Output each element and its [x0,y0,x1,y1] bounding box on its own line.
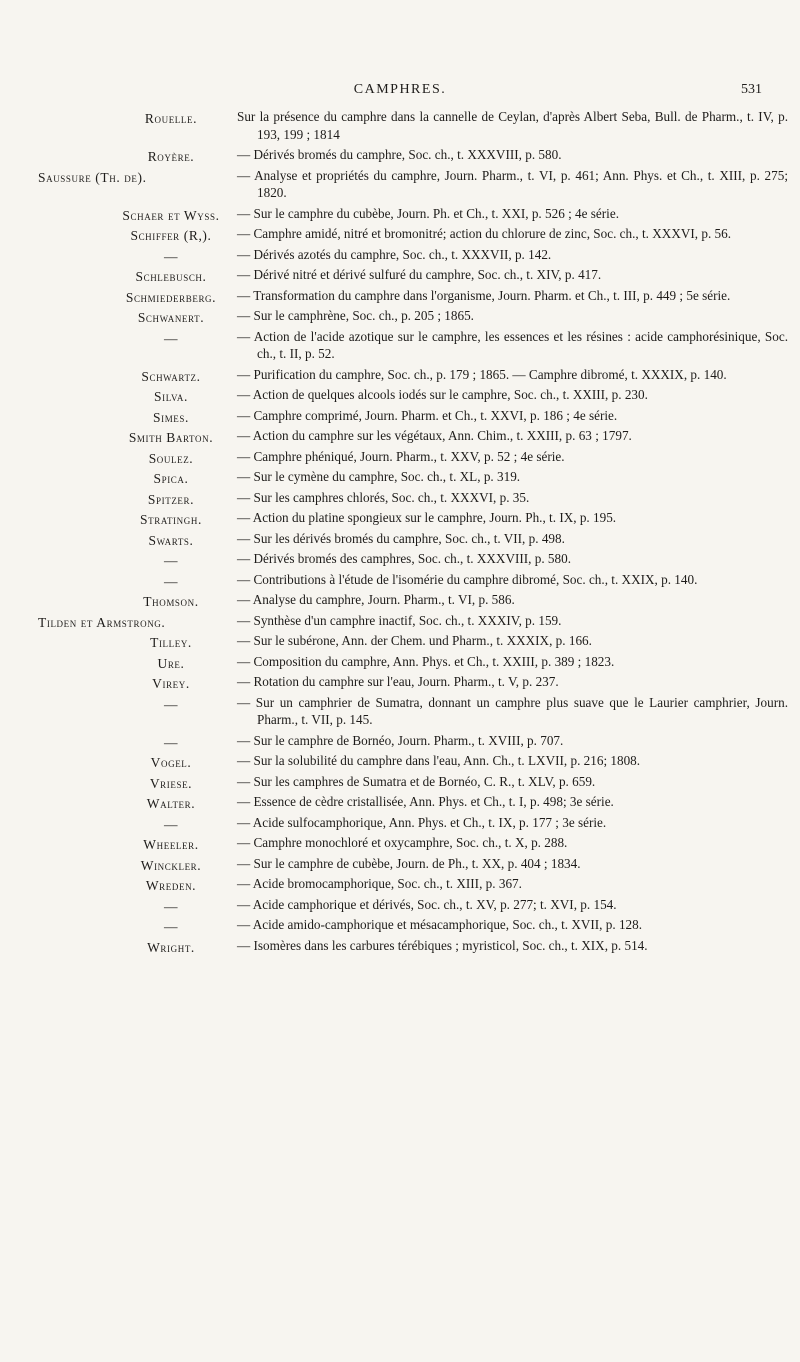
entry-text: — Acide bromocamphorique, Soc. ch., t. XIII, p. 367. [237,876,522,891]
entry-text: — Camphre amidé, nitré et bromonitré; action du chlorure de zinc, Soc. ch., t. XXXVI, p. 56. [237,226,732,241]
entry-author: Silva. [154,389,188,404]
entry-text: — Sur les dérivés bromés du camphre, Soc. ch., t. VII, p. 498. [237,530,565,546]
bibliography-entry [0,875,800,893]
entry-author: Wheeler. [143,837,199,852]
entry-text: — Sur les camphres de Sumatra et de Bornéo, C. R., t. XLV, p. 659. [237,773,596,789]
entry-text: — Sur le subérone, Ann. der Chem. und Pharm., t. XXXIX, p. 166. [237,633,592,648]
bibliography-entry [0,427,800,445]
entry-author: Winckler. [140,857,202,873]
entry-author: Tilden et Armstrong. [38,614,166,630]
bibliography-entry [0,937,800,955]
entry-author: Schmiederberg. [125,289,217,305]
entry-author: — [163,573,179,589]
bibliography-entry [0,694,800,729]
bibliography-list [0,108,800,957]
entry-text: — Contributions à l'étude de l'isomérie du camphre dibromé, Soc. ch., t. XXIX, p. 140. [237,571,698,587]
bibliography-entry [0,246,800,264]
entry-author: Stratingh. [140,512,202,527]
entry-text: — Action du platine spongieux sur le camphre, Journ. Ph., t. IX, p. 195. [237,510,617,525]
bibliography-entry [0,225,800,243]
bibliography-entry [0,489,800,507]
entry-author: Simes. [153,409,189,425]
entry-author: — [163,248,179,264]
entry-author: Soulez. [148,450,194,466]
entry-author: Royère. [147,149,195,164]
entry-text: — Sur le camphre de Bornéo, Journ. Pharm., t. XVIII, p. 707. [237,732,564,748]
entry-author: Vogel. [150,755,192,770]
bibliography-entry [0,916,800,934]
entry-text: — Acide amido-camphorique et mésacamphorique, Soc. ch., t. XVII, p. 128. [237,917,643,932]
entry-author: — [163,919,179,934]
entry-author: Schwartz. [141,368,201,384]
bibliography-entry [0,896,800,914]
entry-author: Rouelle. [144,111,198,126]
entry-author: Schaer et Wyss. [122,207,220,223]
bibliography-entry [0,167,800,202]
entry-text: — Sur le camphrène, Soc. ch., p. 205 ; 1865. [237,308,474,323]
entry-author: Thomson. [143,594,199,609]
bibliography-entry [0,752,800,770]
entry-author: Schlebusch. [135,269,207,284]
entry-text: — Synthèse d'un camphre inactif, Soc. ch., t. XXXIV, p. 159. [237,612,562,628]
bibliography-entry [0,673,800,691]
bibliography-entry [0,205,800,223]
entry-text: — Sur le camphre du cubèbe, Journ. Ph. et Ch., t. XXI, p. 526 ; 4e série. [237,205,619,221]
entry-text: — Action du camphre sur les végétaux, Ann. Chim., t. XXIII, p. 63 ; 1797. [237,428,632,443]
entry-author: Schwanert. [137,310,205,325]
entry-text: — Camphre comprimé, Journ. Pharm. et Ch., t. XXVI, p. 186 ; 4e série. [237,407,618,423]
bibliography-entry [0,834,800,852]
bibliography-entry [0,468,800,486]
entry-author: Wright. [147,939,195,955]
entry-text: — Action de quelques alcools iodés sur le camphre, Soc. ch., t. XXIII, p. 230. [237,387,648,402]
entry-text: — Camphre phéniqué, Journ. Pharm., t. XXV, p. 52 ; 4e série. [237,448,565,464]
entry-author: Swarts. [148,532,194,548]
entry-text: — Sur la solubilité du camphre dans l'eau, Ann. Ch., t. LXVII, p. 216; 1808. [237,753,641,768]
bibliography-entry [0,266,800,284]
entry-author: — [163,696,179,712]
entry-author: — [163,734,179,750]
bibliography-entry [0,793,800,811]
entry-author: — [163,330,179,346]
entry-text: — Action de l'acide azotique sur le camphre, les essences et les résines : acide camphorésinique, Soc. ch., t. II, p. 52. [237,328,788,361]
entry-text: Sur la présence du camphre dans la cannelle de Ceylan, d'après Albert Seba, Bull. de Pharm., t. IV, p. 193, 199 ; 1814 [237,109,788,142]
entry-author: Ure. [157,655,185,671]
entry-text: — Camphre monochloré et oxycamphre, Soc. ch., t. X, p. 288. [237,835,568,850]
entry-author: — [163,898,179,914]
entry-author: — [163,553,179,568]
bibliography-entry [0,307,800,325]
entry-author: Smith Barton. [128,430,214,445]
entry-author: Wreden. [145,878,197,893]
entry-text: — Isomères dans les carbures térébiques ; myristicol, Soc. ch., t. XIX, p. 514. [237,937,648,953]
entry-text: — Sur les camphres chlorés, Soc. ch., t. XXXVI, p. 35. [237,489,530,505]
bibliography-entry [0,814,800,832]
entry-author: Virey. [152,676,190,691]
entry-text: — Acide camphorique et dérivés, Soc. ch., t. XV, p. 277; t. XVI, p. 154. [237,896,617,912]
bibliography-entry [0,146,800,164]
bibliography-entry [0,855,800,873]
bibliography-entry [0,732,800,750]
bibliography-entry [0,386,800,404]
entry-text: — Analyse et propriétés du camphre, Journ. Pharm., t. VI, p. 461; Ann. Phys. et Ch., t. XIII, p. 275; 1820. [237,167,788,200]
bibliography-entry [0,550,800,568]
page-number: 531 [741,82,762,97]
entry-text: — Acide sulfocamphorique, Ann. Phys. et Ch., t. IX, p. 177 ; 3e série. [237,814,607,830]
bibliography-entry [0,653,800,671]
entry-text: — Dérivés bromés des camphres, Soc. ch., t. XXXVIII, p. 580. [237,551,572,566]
entry-text: — Transformation du camphre dans l'organisme, Journ. Pharm. et Ch., t. III, p. 449 ; 5e série. [237,287,731,303]
bibliography-entry [0,328,800,363]
entry-text: — Composition du camphre, Ann. Phys. et Ch., t. XXIII, p. 389 ; 1823. [237,653,615,669]
entry-text: — Essence de cèdre cristallisée, Ann. Phys. et Ch., t. I, p. 498; 3e série. [237,794,614,809]
entry-text: — Analyse du camphre, Journ. Pharm., t. VI, p. 586. [237,592,515,607]
entry-author: Walter. [146,796,196,811]
entry-author: Spitzer. [147,491,195,507]
entry-author: Tilley. [150,635,192,650]
entry-text: — Sur un camphrier de Sumatra, donnant un camphre plus suave que le Laurier camphrier, Journ. Pharm., t. VII, p. 145. [237,694,788,727]
bibliography-entry [0,591,800,609]
bibliography-entry [0,509,800,527]
bibliography-entry [0,773,800,791]
entry-text: — Dérivés bromés du camphre, Soc. ch., t. XXXVIII, p. 580. [237,147,562,162]
entry-author: Spica. [153,471,189,486]
entry-text: — Dérivés azotés du camphre, Soc. ch., t. XXXVII, p. 142. [237,246,552,262]
entry-author: Schiffer (R,). [130,228,212,243]
bibliography-entry [0,407,800,425]
entry-text: — Dérivé nitré et dérivé sulfuré du camphre, Soc. ch., t. XIV, p. 417. [237,267,602,282]
entry-author: Vriese. [149,775,193,791]
bibliography-entry [0,448,800,466]
entry-text: — Sur le cymène du camphre, Soc. ch., t. XL, p. 319. [237,469,521,484]
entry-text: — Sur le camphre de cubèbe, Journ. de Ph., t. XX, p. 404 ; 1834. [237,855,581,871]
running-head: CAMPHRES. [353,82,447,97]
entry-text: — Rotation du camphre sur l'eau, Journ. Pharm., t. V, p. 237. [237,674,559,689]
bibliography-entry [0,612,800,630]
bibliography-entry [0,571,800,589]
entry-author: Saussure (Th. de). [38,169,147,185]
bibliography-entry [0,108,800,143]
bibliography-entry [0,287,800,305]
entry-text: — Purification du camphre, Soc. ch., p. 179 ; 1865. — Camphre dibromé, t. XXXIX, p. 140. [237,366,727,382]
bibliography-entry [0,366,800,384]
entry-author: — [163,816,179,832]
bibliography-entry [0,632,800,650]
bibliography-entry [0,530,800,548]
